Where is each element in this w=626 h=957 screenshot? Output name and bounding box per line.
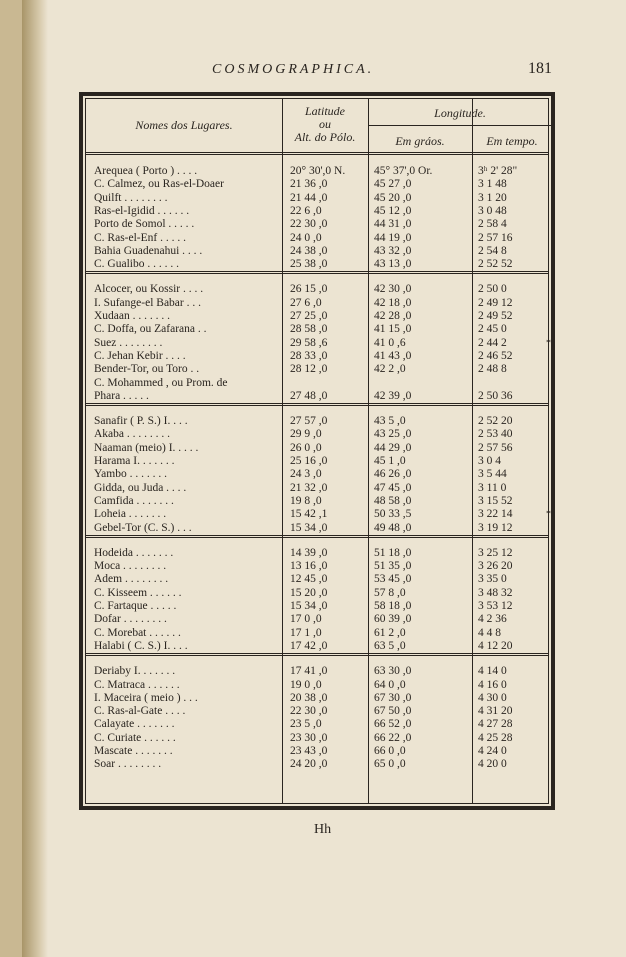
latitude-value: 22 30 ,0 xyxy=(290,218,328,231)
longitude-degrees-value: 45 1 ,0 xyxy=(374,455,406,467)
place-name: C. Fartaque . . . . . xyxy=(94,600,177,612)
running-title: COSMOGRAPHICA. xyxy=(212,62,375,77)
longitude-time-value: 3 22 14 xyxy=(478,508,513,521)
latitude-value: 21 32 ,0 xyxy=(290,481,328,494)
table-row xyxy=(86,758,552,771)
table-row xyxy=(86,165,552,178)
table-row xyxy=(86,627,552,640)
longitude-time-value: 3 1 20 xyxy=(478,191,507,204)
longitude-degrees-value: 41 15 ,0 xyxy=(374,323,412,336)
longitude-degrees-value: 43 32 ,0 xyxy=(374,244,412,257)
longitude-sub-rule xyxy=(368,125,552,126)
group-separator xyxy=(86,535,548,538)
place-name: Sanafir ( P. S.) I. . . . xyxy=(94,415,188,428)
longitude-degrees-value: 67 50 ,0 xyxy=(374,705,412,718)
table-row xyxy=(86,245,552,258)
table-row xyxy=(86,310,552,323)
longitude-degrees-value: 64 0 ,0 xyxy=(374,678,406,691)
longitude-time-value: 3 35 0 xyxy=(478,573,507,586)
table-row xyxy=(86,297,552,310)
latitude-value: 15 34 ,0 xyxy=(290,521,328,534)
latitude-value: 17 0 ,0 xyxy=(290,613,322,626)
page-number: 181 xyxy=(528,60,552,77)
longitude-time-value: 2 53 40 xyxy=(478,428,513,441)
table-row xyxy=(86,718,552,731)
latitude-value: 23 5 ,0 xyxy=(290,718,322,731)
table-row xyxy=(86,640,552,653)
longitude-time-value: 3 48 32 xyxy=(478,586,513,599)
signature-mark: Hh xyxy=(314,822,332,837)
place-name: C. Ras-al-Gate . . . . xyxy=(94,705,186,718)
latitude-value: 14 39 ,0 xyxy=(290,546,328,559)
table-row xyxy=(86,363,552,376)
longitude-time-value: 2 58 4 xyxy=(478,218,507,231)
longitude-degrees-value: 44 29 ,0 xyxy=(374,441,412,454)
place-name: C. Mohammed , ou Prom. de xyxy=(94,376,228,389)
longitude-time-value: 2 49 12 xyxy=(478,296,513,309)
longitude-degrees-value: 43 25 ,0 xyxy=(374,428,412,441)
group-separator xyxy=(86,271,548,274)
latitude-value: 22 6 ,0 xyxy=(290,204,322,217)
longitude-degrees-value: 45 12 ,0 xyxy=(374,204,412,217)
place-name: C. Jehan Kebir . . . . xyxy=(94,349,186,362)
place-name: I. Sufange-el Babar . . . xyxy=(94,296,201,309)
place-name: C. Ras-el-Enf . . . . . xyxy=(94,231,186,244)
latitude-value: 13 16 ,0 xyxy=(290,560,328,573)
place-name: Camfida . . . . . . . xyxy=(94,494,174,507)
table-row xyxy=(86,258,552,271)
table-row xyxy=(86,178,552,191)
longitude-degrees-value: 58 18 ,0 xyxy=(374,600,412,612)
table-body xyxy=(85,98,549,804)
longitude-time-value: 4 25 28 xyxy=(478,731,513,744)
longitude-time-value: 4 27 28 xyxy=(478,718,513,731)
latitude-value: 24 3 ,0 xyxy=(290,468,322,481)
longitude-time-value: 2 45 0 xyxy=(478,323,507,336)
latitude-value: 28 12 ,0 xyxy=(290,363,328,376)
place-name: Yambo . . . . . . . xyxy=(94,468,167,481)
latitude-value: 15 20 ,0 xyxy=(290,586,328,599)
longitude-time-value: 2 46 52 xyxy=(478,349,513,362)
place-name: Alcocer, ou Kossir . . . . xyxy=(94,283,204,296)
table-row xyxy=(86,560,552,573)
table-row xyxy=(86,665,552,678)
longitude-degrees-value: 66 0 ,0 xyxy=(374,745,406,757)
place-name: Naaman (meio) I. . . . . xyxy=(94,441,199,454)
longitude-time-value: 4 12 20 xyxy=(478,639,513,652)
latitude-value: 20° 30',0 N. xyxy=(290,165,346,177)
longitude-time-value: 3 53 12 xyxy=(478,600,513,612)
place-name: Gebel-Tor (C. S.) . . . xyxy=(94,521,192,534)
place-name: C. Calmez, ou Ras-el-Doaer xyxy=(94,178,224,191)
longitude-time-value: 3 0 4 xyxy=(478,455,501,467)
place-name: Xudaan . . . . . . . xyxy=(94,310,171,322)
place-name: Dofar . . . . . . . . xyxy=(94,613,167,626)
table-row xyxy=(86,692,552,705)
table-row xyxy=(86,377,552,390)
longitude-degrees-value: 66 52 ,0 xyxy=(374,718,412,731)
table-row xyxy=(86,192,552,205)
latitude-value: 23 43 ,0 xyxy=(290,745,328,757)
table-row xyxy=(86,283,552,296)
col-header-latitude-3: Alt. do Pólo. xyxy=(294,130,356,144)
latitude-value: 28 58 ,0 xyxy=(290,323,328,336)
place-name: Mascate . . . . . . . xyxy=(94,745,173,757)
place-name: I. Maceira ( meio ) . . . xyxy=(94,691,198,704)
latitude-value: 21 36 ,0 xyxy=(290,178,328,191)
longitude-degrees-value: 42 30 ,0 xyxy=(374,283,412,296)
latitude-value: 25 16 ,0 xyxy=(290,455,328,467)
longitude-degrees-value: 45 27 ,0 xyxy=(374,178,412,191)
longitude-degrees-value: 57 8 ,0 xyxy=(374,586,406,599)
latitude-value: 19 0 ,0 xyxy=(290,678,322,691)
table-row xyxy=(86,508,552,521)
longitude-time-value: 3 26 20 xyxy=(478,560,513,573)
place-name: Adem . . . . . . . . xyxy=(94,573,169,586)
place-name: Moca . . . . . . . . xyxy=(94,560,167,573)
place-name: Akaba . . . . . . . . xyxy=(94,428,171,441)
longitude-time-value: 3ʰ 2' 28" xyxy=(478,165,518,177)
header-rule xyxy=(86,152,548,155)
table-row xyxy=(86,468,552,481)
longitude-time-value: 2 50 36 xyxy=(478,389,513,402)
place-name: Bahia Guadenahui . . . . xyxy=(94,244,203,257)
table-row xyxy=(86,218,552,231)
longitude-time-value: 2 57 16 xyxy=(478,231,513,244)
longitude-degrees-value: 41 43 ,0 xyxy=(374,349,412,362)
col-header-time: Em tempo. xyxy=(486,134,538,148)
latitude-value: 27 25 ,0 xyxy=(290,310,328,322)
longitude-time-value: 4 31 20 xyxy=(478,705,513,718)
col-header-name: Nomes dos Lugares. xyxy=(135,118,233,132)
longitude-degrees-value: 43 13 ,0 xyxy=(374,258,412,271)
place-name: Gidda, ou Juda . . . . xyxy=(94,481,187,494)
longitude-degrees-value: 51 35 ,0 xyxy=(374,560,412,573)
longitude-degrees-value: 42 28 ,0 xyxy=(374,310,412,322)
latitude-value: 21 44 ,0 xyxy=(290,191,328,204)
table-row xyxy=(86,482,552,495)
longitude-time-value: 2 52 20 xyxy=(478,415,513,428)
longitude-time-value: 3 19 12 xyxy=(478,521,513,534)
latitude-value: 27 6 ,0 xyxy=(290,296,322,309)
longitude-time-value: 2 52 52 xyxy=(478,258,513,271)
longitude-degrees-value: 45° 37',0 Or. xyxy=(374,165,433,177)
latitude-value: 22 30 ,0 xyxy=(290,705,328,718)
latitude-value: 20 38 ,0 xyxy=(290,691,328,704)
latitude-value: 26 0 ,0 xyxy=(290,441,322,454)
latitude-value: 12 45 ,0 xyxy=(290,573,328,586)
table-row xyxy=(86,428,552,441)
longitude-time-value: 2 54 8 xyxy=(478,244,507,257)
longitude-time-value: 3 5 44 xyxy=(478,468,507,481)
longitude-degrees-value: 63 5 ,0 xyxy=(374,639,406,652)
longitude-time-value: 4 20 0 xyxy=(478,758,507,771)
table-row xyxy=(86,587,552,600)
longitude-degrees-value: 49 48 ,0 xyxy=(374,521,412,534)
group-separator xyxy=(86,653,548,656)
longitude-degrees-value: 44 19 ,0 xyxy=(374,231,412,244)
longitude-time-value: 3 1 48 xyxy=(478,178,507,191)
longitude-degrees-value: 42 2 ,0 xyxy=(374,363,406,376)
place-name: C. Kisseem . . . . . . xyxy=(94,586,182,599)
table-row xyxy=(86,745,552,758)
col-header-degrees: Em gráos. xyxy=(395,134,445,148)
longitude-degrees-value: 65 0 ,0 xyxy=(374,758,406,771)
table-row xyxy=(86,442,552,455)
latitude-value: 17 41 ,0 xyxy=(290,665,328,678)
table-row xyxy=(86,613,552,626)
longitude-degrees-value: 41 0 ,6 xyxy=(374,336,406,349)
place-name: C. Doffa, ou Zafarana . . xyxy=(94,323,207,336)
latitude-value: 24 0 ,0 xyxy=(290,231,322,244)
longitude-time-value: 3 11 0 xyxy=(478,481,507,494)
longitude-time-value: 3 0 48 xyxy=(478,204,507,217)
longitude-degrees-value: 63 30 ,0 xyxy=(374,665,412,678)
table-row xyxy=(86,232,552,245)
col-header-latitude-2: ou xyxy=(319,117,331,131)
group-separator xyxy=(86,403,548,406)
table-row xyxy=(86,415,552,428)
book-page xyxy=(22,0,626,957)
latitude-value: 25 38 ,0 xyxy=(290,258,328,271)
longitude-degrees-value: 43 5 ,0 xyxy=(374,415,406,428)
latitude-value: 26 15 ,0 xyxy=(290,283,328,296)
place-name: Suez . . . . . . . . xyxy=(94,336,163,349)
col-header-latitude-1: Latitude xyxy=(304,104,345,118)
longitude-time-value: 4 14 0 xyxy=(478,665,507,678)
longitude-time-value: 4 24 0 xyxy=(478,745,507,757)
table-row xyxy=(86,205,552,218)
longitude-degrees-value: 42 18 ,0 xyxy=(374,296,412,309)
page-binding xyxy=(22,0,48,957)
latitude-value: 17 42 ,0 xyxy=(290,639,328,652)
table-row xyxy=(86,495,552,508)
longitude-time-value: 2 48 8 xyxy=(478,363,507,376)
latitude-value: 19 8 ,0 xyxy=(290,494,322,507)
place-name: C. Curiate . . . . . . xyxy=(94,731,176,744)
place-name: C. Gualibo . . . . . . xyxy=(94,258,179,271)
table-row xyxy=(86,705,552,718)
longitude-degrees-value: 61 2 ,0 xyxy=(374,626,406,639)
latitude-value: 24 20 ,0 xyxy=(290,758,328,771)
longitude-time-value: 4 16 0 xyxy=(478,678,507,691)
latitude-value: 15 42 ,1 xyxy=(290,508,328,521)
table-row xyxy=(86,337,552,350)
asterisk-mark: * xyxy=(546,509,551,521)
latitude-value: 29 58 ,6 xyxy=(290,336,328,349)
table-row xyxy=(86,547,552,560)
place-name: Loheia . . . . . . . xyxy=(94,508,167,521)
latitude-value: 28 33 ,0 xyxy=(290,349,328,362)
table-row xyxy=(86,600,552,613)
table-row xyxy=(86,455,552,468)
longitude-time-value: 4 4 8 xyxy=(478,626,501,639)
latitude-value: 29 9 ,0 xyxy=(290,428,322,441)
place-name: Bender-Tor, ou Toro . . xyxy=(94,363,200,376)
longitude-degrees-value: 47 45 ,0 xyxy=(374,481,412,494)
place-name: Calayate . . . . . . . xyxy=(94,718,175,731)
latitude-value: 27 57 ,0 xyxy=(290,415,328,428)
longitude-time-value: 2 49 52 xyxy=(478,310,513,322)
table-row xyxy=(86,323,552,336)
place-name: Porto de Somol . . . . . xyxy=(94,218,195,231)
longitude-degrees-value: 50 33 ,5 xyxy=(374,508,412,521)
place-name: Halabi ( C. S.) I. . . . xyxy=(94,639,188,652)
longitude-degrees-value: 66 22 ,0 xyxy=(374,731,412,744)
latitude-value: 17 1 ,0 xyxy=(290,626,322,639)
col-header-longitude: Longitude. xyxy=(434,106,486,120)
table-row xyxy=(86,350,552,363)
place-name: Hodeida . . . . . . . xyxy=(94,546,174,559)
table-row xyxy=(86,573,552,586)
latitude-value: 24 38 ,0 xyxy=(290,244,328,257)
latitude-value: 23 30 ,0 xyxy=(290,731,328,744)
longitude-degrees-value: 44 31 ,0 xyxy=(374,218,412,231)
table-row xyxy=(86,732,552,745)
longitude-degrees-value: 45 20 ,0 xyxy=(374,191,412,204)
place-name: Ras-el-Igidid . . . . . . xyxy=(94,204,190,217)
place-name: C. Morebat . . . . . . xyxy=(94,626,181,639)
longitude-time-value: 3 15 52 xyxy=(478,494,513,507)
longitude-degrees-value: 48 58 ,0 xyxy=(374,494,412,507)
longitude-time-value: 2 50 0 xyxy=(478,283,507,296)
latitude-value: 27 48 ,0 xyxy=(290,389,328,402)
place-name: C. Matraca . . . . . . xyxy=(94,678,180,691)
longitude-degrees-value: 51 18 ,0 xyxy=(374,546,412,559)
longitude-time-value: 2 57 56 xyxy=(478,441,513,454)
longitude-degrees-value: 42 39 ,0 xyxy=(374,389,412,402)
place-name: Soar . . . . . . . . xyxy=(94,758,162,771)
coordinates-table xyxy=(79,92,555,810)
longitude-time-value: 4 2 36 xyxy=(478,613,507,626)
place-name: Harama I. . . . . . . xyxy=(94,455,175,467)
longitude-time-value: 3 25 12 xyxy=(478,546,513,559)
table-row xyxy=(86,390,552,403)
longitude-time-value: 4 30 0 xyxy=(478,691,507,704)
place-name: Deriaby I. . . . . . . xyxy=(94,665,176,678)
longitude-degrees-value: 60 39 ,0 xyxy=(374,613,412,626)
place-name: Phara . . . . . xyxy=(94,389,149,402)
table-row xyxy=(86,679,552,692)
latitude-value: 15 34 ,0 xyxy=(290,600,328,612)
asterisk-mark: * xyxy=(546,337,551,349)
longitude-time-value: 2 44 2 xyxy=(478,336,507,349)
longitude-degrees-value: 53 45 ,0 xyxy=(374,573,412,586)
table-row xyxy=(86,522,552,535)
longitude-degrees-value: 67 30 ,0 xyxy=(374,691,412,704)
place-name: Arequea ( Porto ) . . . . xyxy=(94,165,198,177)
longitude-degrees-value: 46 26 ,0 xyxy=(374,468,412,481)
place-name: Quilft . . . . . . . . xyxy=(94,191,168,204)
